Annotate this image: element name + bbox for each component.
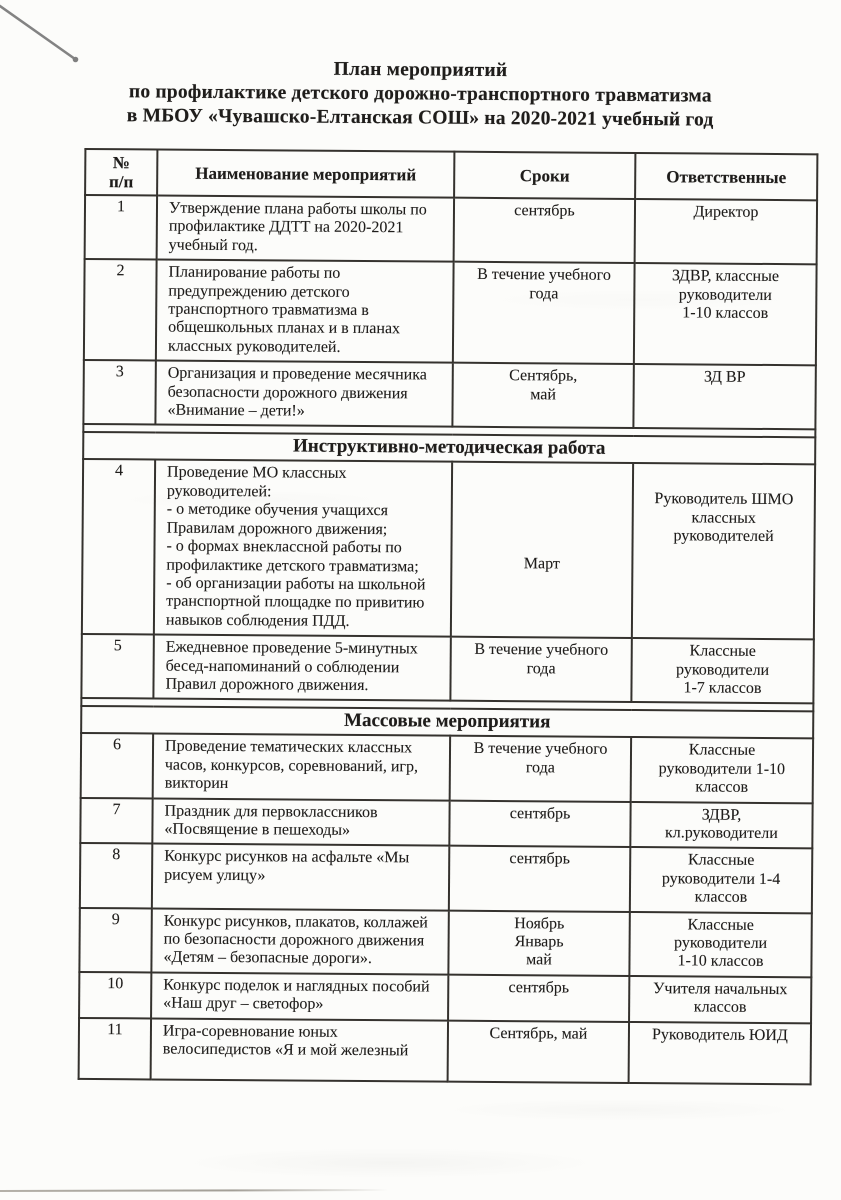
- table-header-row: [85, 149, 817, 200]
- title-line-3: в МБОУ «Чувашско-Елтанская СОШ» на 2020-2021 учебный год: [126, 105, 714, 131]
- cell-terms: Сентябрь, май: [452, 363, 633, 429]
- header-responsible: Ответственные: [635, 153, 817, 200]
- cell-resp: Руководитель ШМО классных руководителей: [632, 463, 815, 639]
- cell-terms: В течение учебного года: [450, 736, 631, 802]
- cell-num: 8: [80, 843, 152, 908]
- cell-name: Ежедневное проведение 5-минутных бесед-напоминаний о соблюдении Правил дорожного движения.: [153, 635, 450, 701]
- cell-num: 10: [79, 972, 151, 1018]
- cell-resp: Классные руководители 1-7 классов: [631, 638, 813, 704]
- cell-resp: ЗД ВР: [633, 364, 815, 430]
- header-num: № п/п: [85, 149, 157, 196]
- cell-resp: Директор: [635, 199, 817, 265]
- title-line-1: План мероприятий: [333, 58, 508, 82]
- cell-terms: сентябрь: [448, 974, 629, 1021]
- cell-num: 11: [79, 1018, 151, 1080]
- cell-terms: сентябрь: [449, 846, 630, 912]
- table-row-9: [79, 908, 811, 978]
- cell-terms: сентябрь: [454, 198, 635, 264]
- cell-name: Конкурс рисунков на асфальте «Мы рисуем улицу»: [152, 844, 449, 910]
- cell-name: Планирование работы по предупреждению детского транспортного травматизма в общешкольных планах и в планах классных руководителей.: [156, 260, 454, 363]
- section-title: Массовые мероприятия: [81, 706, 813, 738]
- table-row-4: [82, 459, 815, 639]
- cell-name: Игра-соревнование юных велосипедистов «Я и мой железный: [151, 1018, 448, 1081]
- table-row-5: [81, 634, 813, 704]
- table-row-6: [81, 733, 813, 803]
- cell-name: Праздник для первоклассников «Посвящение в пешеходы»: [152, 798, 449, 846]
- cell-num: 2: [84, 259, 157, 361]
- cell-num: 6: [81, 733, 153, 798]
- table-row-8: [80, 843, 812, 913]
- cell-name: Проведение тематических классных часов, конкурсов, соревнований, игр, викторин: [153, 734, 450, 800]
- table-row-1: [85, 195, 817, 265]
- cell-resp: Классные руководители 1-4 классов: [630, 847, 812, 913]
- section-title: Инструктивно-методическая работа: [83, 432, 815, 464]
- cell-num: 4: [82, 459, 155, 634]
- cell-resp: Классные руководители 1-10 классов: [631, 737, 813, 803]
- cell-name: Организация и проведение месячника безопасности дорожного движения «Внимание – дети!»: [155, 361, 452, 427]
- scan-edge-artifact: [0, 1189, 388, 1192]
- cell-name: Проведение МО классных руководителей: - о методике обучения учащихся Правилам дорожного движения; - о формах внеклассной работы по профилактике детского травматизма; - об организации работы на школьной транспортной площадке по привитию навыков соблюдения ПДД.: [154, 460, 452, 637]
- cell-terms: Март: [451, 462, 633, 638]
- table-row-3: [83, 360, 815, 430]
- document-title: [0, 0, 841, 134]
- cell-name: Конкурс рисунков, плакатов, коллажей по безопасности дорожного движения «Детям – безопасные дороги».: [151, 908, 448, 974]
- header-name: Наименование мероприятий: [157, 149, 454, 197]
- cell-name: Конкурс поделок и наглядных пособий «Наш друг – светофор»: [151, 972, 448, 1020]
- cell-name: Утверждение плана работы школы по профилактике ДДТТ на 2020-2021 учебный год.: [157, 195, 454, 261]
- cell-terms: В течение учебного года: [450, 637, 631, 703]
- cell-resp: Классные руководители 1-10 классов: [629, 912, 811, 978]
- table-row-10: [79, 972, 811, 1023]
- cell-resp: Руководитель ЮИД: [629, 1022, 811, 1084]
- header-terms: Сроки: [454, 152, 635, 199]
- cell-num: 9: [79, 908, 151, 973]
- cell-terms: сентябрь: [449, 800, 630, 847]
- table-row-2: [84, 259, 817, 365]
- cell-terms: Сентябрь, май: [448, 1020, 629, 1082]
- title-line-2: по профилактике детского дорожно-транспортного травматизма: [128, 81, 712, 107]
- cell-terms: Ноябрь Январь май: [448, 910, 629, 976]
- cell-num: 5: [81, 634, 153, 699]
- plan-table: [78, 148, 819, 1085]
- table-row-11: [79, 1018, 811, 1084]
- cell-resp: ЗДВР, классные руководители 1-10 классов: [634, 263, 817, 365]
- cell-resp: Учителя начальных классов: [629, 976, 811, 1023]
- cell-terms: В течение учебного года: [453, 262, 635, 364]
- cell-num: 3: [83, 360, 155, 425]
- cell-num: 7: [80, 798, 152, 844]
- cell-resp: ЗДВР, кл.руководители: [630, 802, 812, 849]
- table-row-7: [80, 798, 812, 849]
- cell-num: 1: [85, 195, 157, 260]
